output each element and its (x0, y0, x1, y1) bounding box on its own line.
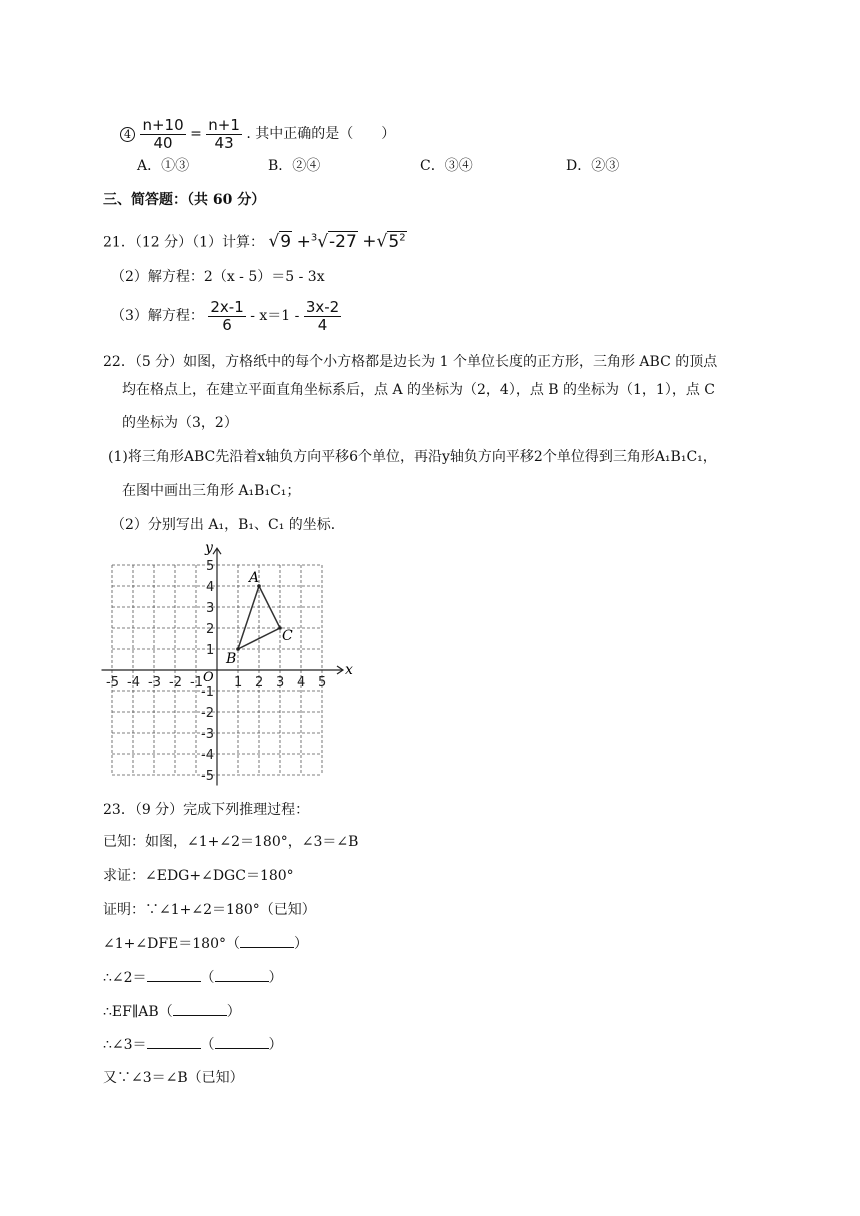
q23-proof3: ∴∠2＝ （ ） (103, 967, 283, 988)
y-tick-label: -5 (201, 769, 214, 784)
q21-part1: 21．（12 分）（1）计算： $√9 +^3√-27 +√5^2$ (103, 231, 406, 252)
y-tick-label: 5 (206, 559, 215, 574)
x-tick-label: -2 (169, 675, 182, 690)
coordinate-grid (100, 540, 352, 790)
blank-3[interactable] (215, 967, 269, 982)
q22-line3: 的坐标为（3，2） (122, 415, 238, 431)
point-b (236, 647, 240, 651)
blank-2[interactable] (147, 967, 201, 982)
fraction-left: $\frac{n+10}{40}$ (142, 115, 184, 152)
blank-5[interactable] (147, 1034, 201, 1049)
blank-4[interactable] (173, 1001, 227, 1016)
x-axis-label: x (345, 662, 353, 678)
y-tick-label: -4 (201, 748, 214, 763)
y-tick-label: -2 (201, 706, 214, 721)
point-label-c: C (282, 628, 293, 644)
q23-given: 已知：如图，∠1+∠2＝180°，∠3＝∠B (103, 834, 359, 850)
x-tick-label: 2 (255, 675, 264, 690)
x-tick-label: 5 (318, 675, 327, 690)
q20-option-c: C．③④ (420, 158, 473, 174)
x-tick-label: 4 (297, 675, 306, 690)
y-tick-label: 3 (206, 601, 215, 616)
q20-option-a: A．①③ (137, 158, 190, 174)
q21-part3: （3）解方程： $\frac{2x-1}{6}$ - x＝1 - $\frac{3x-2}{4}$ (111, 297, 340, 334)
q20-option-b: B．②④ (268, 158, 321, 174)
q23-prove: 求证：∠EDG+∠DGC＝180° (103, 868, 294, 884)
y-tick-label: 2 (206, 622, 215, 637)
q22-line2: 均在格点上，在建立平面直角坐标系后，点 A 的坐标为（2，4），点 B 的坐标为（1，1），点 C (122, 382, 715, 398)
q22-sub1-line1: (1)将三角形ABC先沿着x轴负方向平移6个单位，再沿y轴负方向平移2个单位得到三角形A₁B₁C₁， (108, 449, 717, 465)
y-tick-label: -1 (201, 685, 214, 700)
q23-proof1: 证明：∵∠1+∠2＝180°（已知） (103, 902, 316, 918)
q22-line1: 22．（5 分）如图，方格纸中的每个小方格都是边长为 1 个单位长度的正方形，三角形 ABC 的顶点 (103, 354, 718, 370)
y-tick-label: -3 (201, 727, 214, 742)
y-axis-label: y (205, 540, 213, 557)
q23-proof2: ∠1+∠DFE＝180°（ ） (103, 933, 308, 954)
x-tick-label: -3 (148, 675, 161, 690)
x-tick-label: -4 (127, 675, 140, 690)
q22-sub2: （2）分别写出 A₁，B₁、C₁ 的坐标． (111, 517, 345, 533)
blank-1[interactable] (240, 933, 294, 948)
q20-item4: 4 $\frac{n+10}{40}$ = $\frac{n+1}{43}$ . 其中正确的是（ ） (120, 114, 395, 154)
section3-title: 三、简答题：（共 60 分） (103, 192, 266, 208)
x-tick-label: -5 (106, 675, 119, 690)
point-label-a: A (249, 570, 260, 586)
y-tick-label: 1 (206, 643, 215, 658)
q23-proof6: 又∵∠3＝∠B（已知） (103, 1070, 244, 1086)
q23-head: 23．（9 分）完成下列推理过程： (103, 802, 310, 818)
origin-label: O (203, 670, 214, 685)
q20-option-d: D．②③ (566, 158, 620, 174)
point-label-b: B (226, 651, 237, 667)
blank-6[interactable] (215, 1034, 269, 1049)
circled-4: 4 (120, 127, 135, 142)
x-tick-label: 3 (276, 675, 285, 690)
q22-sub1-line2: 在图中画出三角形 A₁B₁C₁； (122, 483, 301, 499)
x-tick-label: 1 (234, 675, 243, 690)
q21-part2: （2）解方程：2（x - 5）＝5 - 3x (111, 269, 325, 285)
q23-proof5: ∴∠3＝ （ ） (103, 1034, 283, 1055)
y-tick-label: 4 (206, 580, 215, 595)
fraction-right: $\frac{n+1}{43}$ (208, 115, 240, 152)
x-tick-label: -1 (190, 675, 203, 690)
q20-question-tail: . 其中正确的是（ ） (246, 126, 396, 142)
tick-labels (106, 559, 326, 784)
q23-proof4: ∴EF∥AB（ ） (103, 1001, 241, 1022)
